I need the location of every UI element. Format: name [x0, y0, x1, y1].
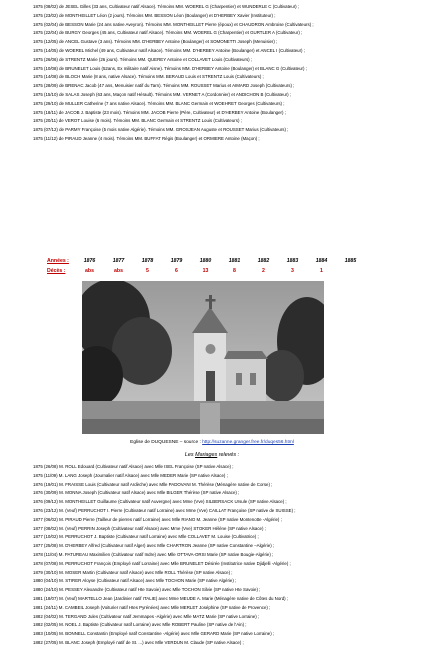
- deaths-label: Décès :: [47, 267, 66, 274]
- deaths-row: [47, 267, 367, 277]
- death-record: 1875 (11/12) de PIRAUD Jeanne (4 mois). Témoins MM. BUFFAT Régis (Boulanger) et ORMIERE Antoine (Maçon) ;: [33, 135, 260, 141]
- marriage-record: 1881 (18/07) M. (Veuf) MARTELLO Jean (Jardinier natif ITALIE) avec Mme MEUDE A. Marie (Ménagère native de Côtes du Nord) ;: [33, 595, 289, 601]
- marriage-record: 1882 (02/05) M. NOEL J. Baptiste (Cultivateur natif Lorraine) avec Mlle ROBERT Pauline (SP native de l'Ain) ;: [33, 622, 247, 628]
- yearly-deaths-table: [47, 257, 367, 276]
- source-link[interactable]: http://suzanne.granger.free.fr/duqes56.html: [202, 440, 294, 445]
- heading-prefix: Les: [184, 452, 196, 458]
- caption-text: Eglise de DUQUESNE – source :: [130, 440, 203, 445]
- death-record: 1875 (15/10) de SALAS Joseph (63 ans, Maçon natif Hérault). Témoins MM. VERNET A (Cordonnier) et ANDICHON B (Cultivateur) ;: [33, 91, 292, 97]
- year-cell: 1883: [286, 258, 299, 264]
- year-cell: 1878: [141, 258, 154, 264]
- death-record: 1875 (14/05) de WOEREL Michel (49 ans, Cultivateur natif Alsace). Témoins MM. D'HERBEY Antoine (Boulanger) et ANCEL I (Cultivateur) ;: [33, 47, 305, 53]
- death-count-cell: 6: [175, 267, 178, 274]
- death-record: 1875 (07/12) de PARMY Françoise (5 mois native Algérie). Témoins MM. GROSJEAN Auguste et ROUSSET Marius (Cultivateurs) ;: [33, 127, 289, 133]
- death-record: 1875 (14/08) de BLOCH Marie (8 ans, native Alsace). Témoins MM. BERAUD Louis et STRENTZ Louis (Cultivateurs) ;: [33, 74, 264, 80]
- year-cell: 1876: [83, 258, 96, 264]
- years-label: Années :: [47, 258, 69, 264]
- marriage-record: 1878 (07/08) M. PERRUCHOT François (Employé natif Lorraine) avec Mlle BRUNELET Désirée (Institutrice native Djidjelli -Algérie) ;: [33, 560, 291, 566]
- death-count-cell: 8: [233, 267, 236, 274]
- year-cell: 1884: [315, 258, 328, 264]
- death-count-cell: 13: [202, 267, 209, 274]
- death-record: 1875 (23/02) de MONTHEILLET Léon (2 jours). Témoins MM. BESSON Léon (Boulanger) et D'HERBEY Xavier (Instituteur) ;: [33, 12, 276, 18]
- death-count-cell: 1: [320, 267, 323, 274]
- church-photo: [82, 281, 324, 434]
- heading-suffix: relevés :: [217, 452, 240, 458]
- year-cell: 1877: [112, 258, 125, 264]
- death-count-cell: 5: [146, 267, 149, 274]
- death-count-cell: 2: [262, 267, 265, 274]
- marriage-record: 1877 (08/02) M. (Veuf) PERRIN Joseph (Cultivateur natif Alsace) avec Mme (Vve) STOKER Hélène (SP native Alsace) ;: [33, 525, 266, 531]
- death-record: 1875 (22/04) de BURGY Georges (45 ans, Cultivateur natif Alsace). Témoins MM. WOEREL G (Charpentier) et GURTLER A (Cultivateur) ;: [33, 30, 303, 36]
- death-record: 1875 (29/10) de MULLER Catherine (7 ans native Alsace). Témoins MM. BLANC Germain et WOEHRET Georges (Cultivateurs) ;: [33, 100, 285, 106]
- death-count-cell: abs: [85, 267, 94, 274]
- marriage-record: 1876 (19/01) M. FRAISSE Louis (Cultivateur natif Ardèche) avec Mlle PADOVANI M. Thérèse (Ménagère native de Corse) ;: [33, 481, 273, 487]
- year-cell: 1885: [344, 258, 357, 264]
- deaths-list: [33, 3, 413, 144]
- church-photo-drawing: [82, 281, 324, 434]
- death-record: 1875 (08/02) de JESEL Gilles (33 ans, Cultivateur natif Alsace). Témoins MM. WOEREL G (Charpentier) et WUNDERLE C (Cultivateur) ;: [33, 4, 300, 9]
- year-cell: 1881: [228, 258, 241, 264]
- photo-caption: [0, 440, 424, 445]
- death-record: 1875 (12/05) de ANCEL Gustave (3 ans). Témoins MM. D'HERBEY Antoine (Boulanger) et SOMONETTI Joseph (Menuisier) ;: [33, 39, 278, 45]
- death-record: 1875 (20/11) de VEROT Louise (6 mois). Témoins MM. BLANC Germain et STRENTZ Louis (Cultivateurs) ;: [33, 118, 242, 124]
- marriage-record: 1875 (11/09) M. LANG Joseph (Journalier natif Alsace) avec Mlle MEDER Marie (SP native Alsace) ;: [33, 472, 228, 478]
- marriage-record: 1876 (30/09) M. MONNA Joseph (Cultivateur natif Alsace) avec Mlle BILGER Thérèse (SP native Alsace) ;: [33, 490, 240, 496]
- year-cell: 1882: [257, 258, 270, 264]
- marriage-record: 1877 (10/02) M. PERRUCHOT J. Baptiste (Cultivateur natif Lorraine) avec Mlle COLLAVET M. Louise (Cultivatrice) ;: [33, 534, 259, 540]
- heading-underlined: Mariages: [195, 452, 218, 458]
- marriage-record: 1877 (25/08) M. D'HERBEY Alfred (Cultivateur natif Alger) avec Mlle CHARTRON Jeanne (SP native Constantine –Algérie) ;: [33, 543, 275, 549]
- death-record: 1875 (18/11) de JACOB J. Baptiste (23 mois). Témoins MM. JACOB Pierre (Père, Cultivateur) et D'HERBEY Antoine (Boulanger) ;: [33, 109, 286, 115]
- marriage-record: 1876 (09/12) M. MONTHEILLET Guillaume (Cultivateur natif Auvergne) avec Mme (Vve) SILBERSACK Ursule (SP native Alsace) ;: [33, 499, 287, 505]
- marriage-record: 1875 (26/08) M. ROLL Edouard (Cultivateur natif Alsace) avec Mlle ISEL Françoise (SP native Alsace) ;: [33, 464, 234, 469]
- marriage-record: 1879 (30/10) M. MOSER Martin (Cultivateur natif Alsace) avec Mlle ROLL Thérèse (SP native Alsace) ;: [33, 569, 233, 575]
- death-count-cell: 3: [291, 267, 294, 274]
- marriage-record: 1880 (24/10) M. PESSEY Alexandre (Cultivateur natif Hte Savoie) avec Mlle TOCHON Silvie (SP native Hte Savoie) ;: [33, 587, 261, 593]
- year-cell: 1880: [199, 258, 212, 264]
- death-record: 1875 (02/04) de BESSON Marie (24 ans native Aveyron). Témoins MM. MONTHEILLET Pierre (époux) et CHAUDRON Ambroise (Cultivateurs) ;: [33, 21, 314, 27]
- marriage-record: 1877 (06/02) M. PIRAUD Pierre (Tailleur de pierres natif Lorraine) avec Mlle RIANO M. Jeanne (SP native Montenotte -Algérie) ;: [33, 516, 282, 522]
- marriage-record: 1880 (04/10) M. STIRER Aloyse (Cultivateur natif Alsace) avec Mlle TOCHON Marie (SP native Algérie) ;: [33, 578, 237, 584]
- marriage-record: 1882 (27/05) M. BLANC Joseph (Employé natif de St. ...) avec Mlle VERDUN M. Claude (SP native Alsace) ;: [33, 639, 244, 645]
- death-count-cells: [75, 267, 336, 277]
- death-record: 1875 (10/08) de BRUNELET Louis (52ans, Ex militaire natif Aisne). Témoins MM. D'HERBEY Antoine (Boulanger) et BLANC G (Cultivateur) ;: [33, 65, 307, 71]
- death-record: 1875 (28/09) de BRENAC Jacob (47 ans, Menuisier natif du Tarn). Témoins MM. ROUSSET Marius et AIMARD Joseph (Cultivateurs) ;: [33, 83, 295, 89]
- marriage-record: 1882 (04/02) M. TERGAND Jules (Cultivateur natif Jemmapes -Algérie) avec Mlle MATZ Marie (SP native Lorraine) ;: [33, 613, 260, 619]
- marriages-list: [33, 463, 413, 648]
- years-row: [47, 257, 367, 267]
- marriage-record: 1881 (24/11) M. CAMBEIL Joseph (Voiturier natif Htes Pyrénées) avec Mlle MERLET Joséphine (SP native de Provence) ;: [33, 604, 271, 610]
- death-count-cell: abs: [114, 267, 123, 274]
- year-cells: [75, 257, 365, 267]
- marriage-record: 1883 (10/05) M. BONNELL Constantin (Employé natif Constantine -Algérie) avec Mlle GERARD Marie (SP native Lorraine) ;: [33, 631, 275, 637]
- marriages-heading: [0, 452, 424, 458]
- marriage-record: 1876 (23/12) M. (Veuf) PERRUCHOT I. Pierre (Cultivateur natif Lorraine) avec Mme (Vve) CAILLAT Françoise (SP native de SUISSE) ;: [33, 507, 296, 513]
- death-record: 1875 (26/06) de STRENTZ Marie (26 jours). Témoins MM. QUEREY Antoine et COLLAVET Louis (Cultivateurs) ;: [33, 56, 253, 62]
- year-cell: 1879: [170, 258, 183, 264]
- marriage-record: 1878 (11/04) M. PATUREAU Maximilien (Cultivateur natif Indre) avec Mlle OTTAVA-ORSI Marie (SP native Bougie-Algérie) ;: [33, 551, 274, 557]
